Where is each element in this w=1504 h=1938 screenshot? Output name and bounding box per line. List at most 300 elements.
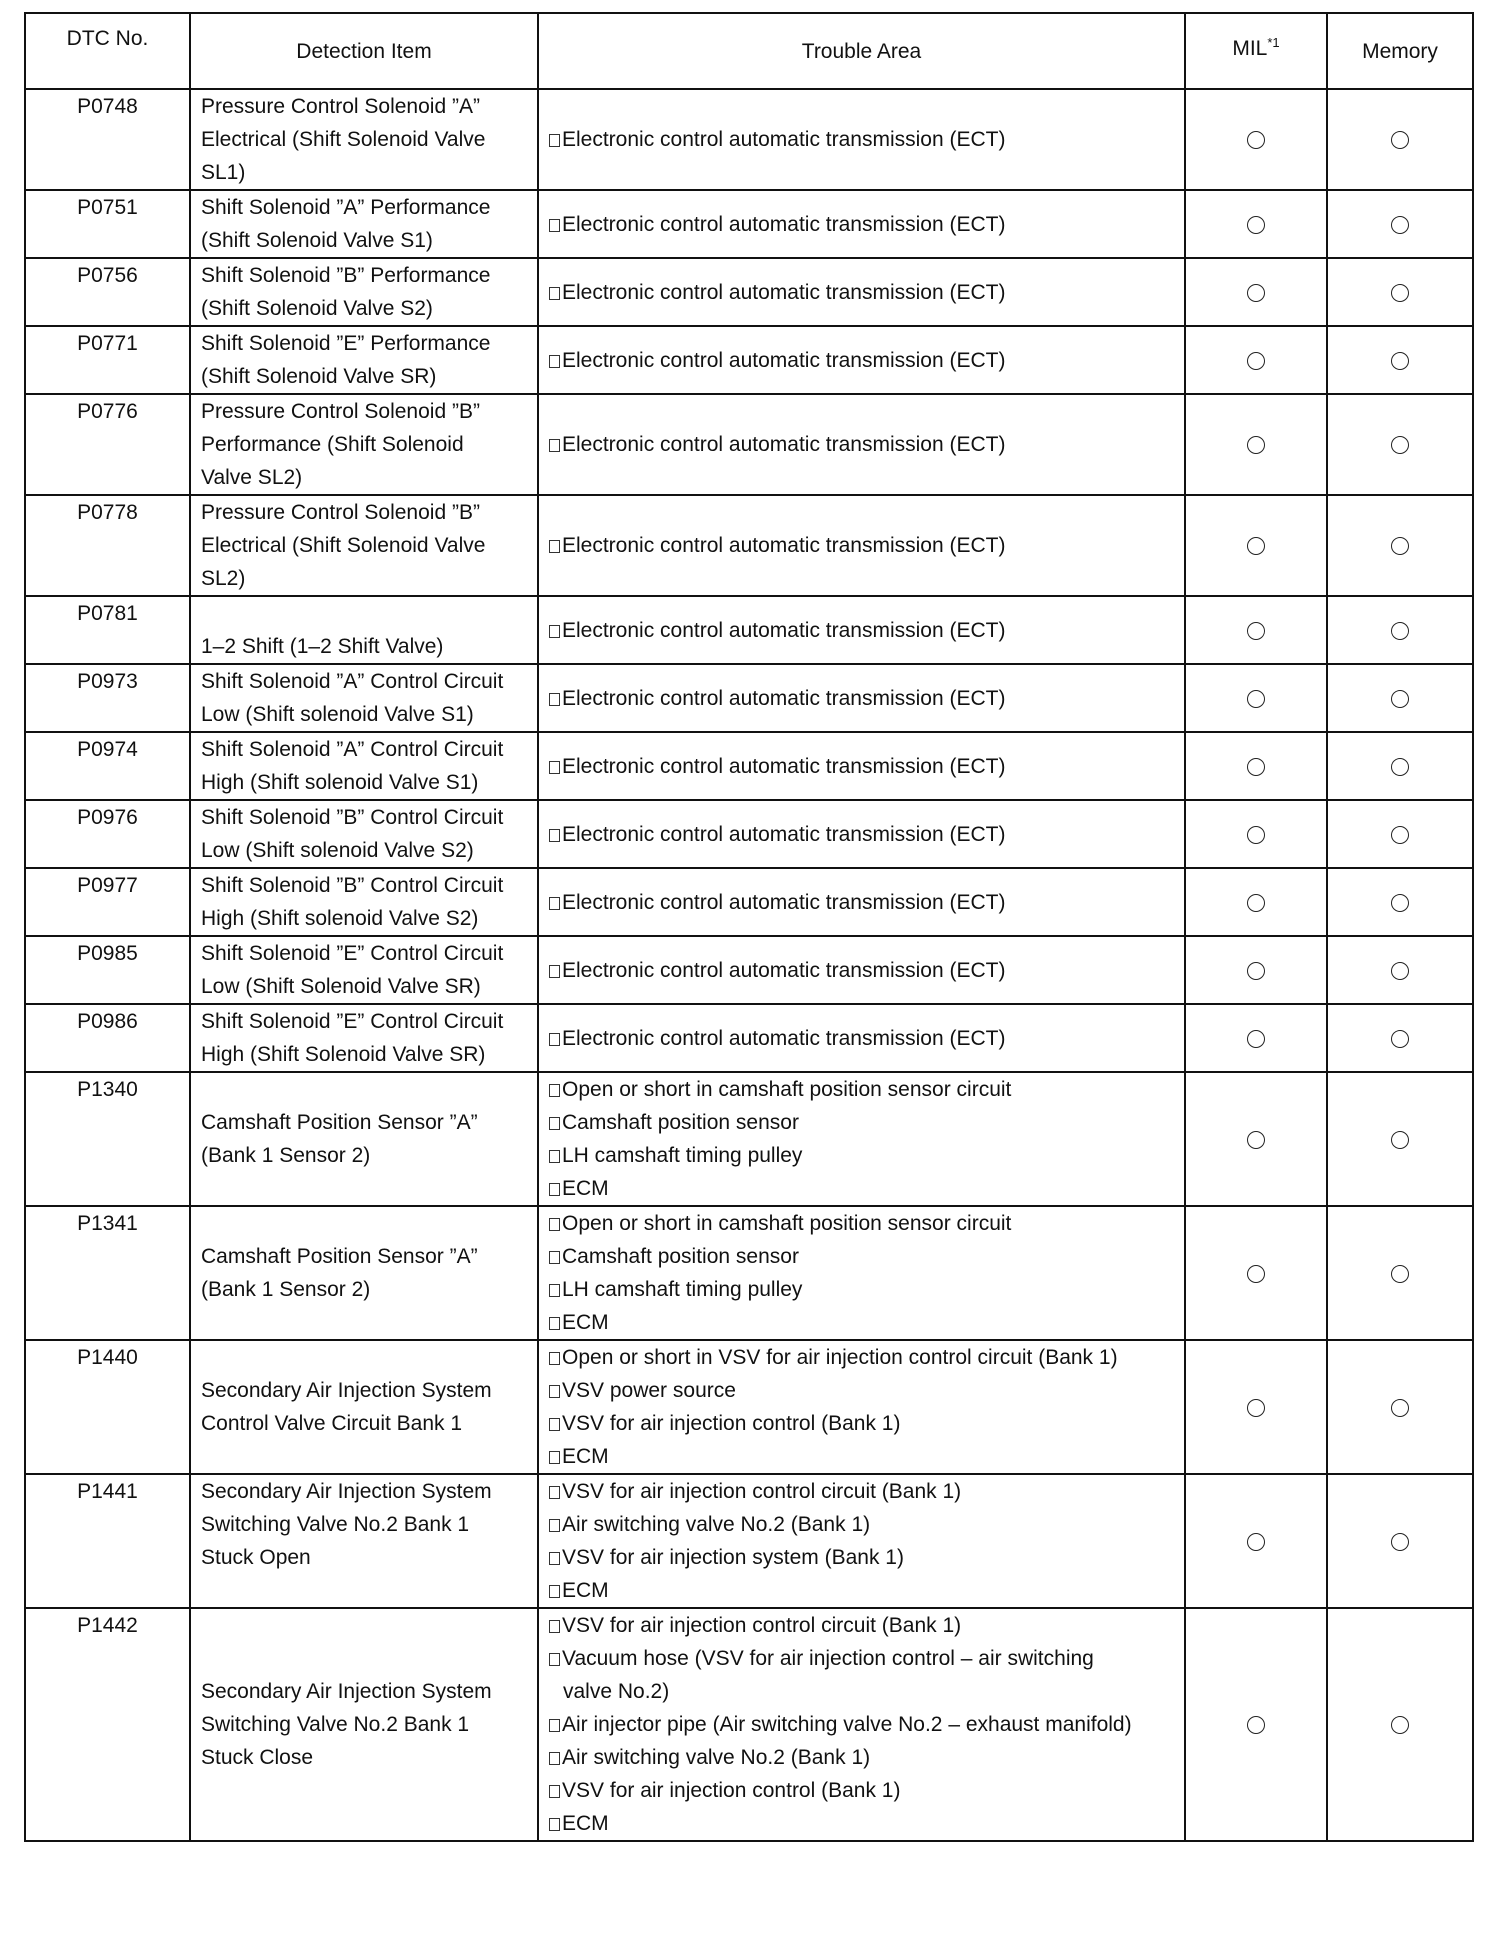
- checkbox-square-icon: [549, 1552, 560, 1565]
- trouble-area-text: ECM: [562, 1177, 609, 1200]
- table-row: [25, 1072, 1473, 1206]
- trouble-area-text: ECM: [562, 1579, 609, 1602]
- trouble-area-entry: [549, 1475, 1174, 1508]
- detection-item: [190, 664, 538, 732]
- detection-item-line: (Shift Solenoid Valve S2): [201, 297, 433, 320]
- detection-item: [190, 495, 538, 596]
- memory-circle-icon: [1391, 216, 1409, 234]
- memory-circle-icon: [1391, 1265, 1409, 1283]
- trouble-area-text: Electronic control automatic transmission (ECT): [562, 348, 1006, 372]
- detection-item-line: [201, 1609, 527, 1642]
- trouble-area: [538, 1608, 1185, 1841]
- trouble-area-entry: [549, 1073, 1174, 1106]
- trouble-area-entry: [549, 1139, 1174, 1172]
- detection-item-line: Stuck Close: [201, 1746, 314, 1769]
- mil-circle-icon: [1247, 1533, 1265, 1551]
- memory-circle-icon: [1391, 622, 1409, 640]
- memory-circle-icon: [1391, 352, 1409, 370]
- mil-cell: [1185, 596, 1327, 664]
- trouble-area: [538, 258, 1185, 326]
- trouble-area: [538, 1340, 1185, 1474]
- mil-cell: [1185, 1340, 1327, 1474]
- trouble-area-entry: [549, 682, 1174, 715]
- detection-item-line: (Bank 1 Sensor 2): [201, 1144, 371, 1167]
- trouble-area: [538, 1206, 1185, 1340]
- checkbox-square-icon: [549, 965, 560, 978]
- trouble-area-entry: [549, 1240, 1174, 1273]
- mil-cell: [1185, 394, 1327, 495]
- memory-cell: [1327, 190, 1473, 258]
- mil-cell: [1185, 495, 1327, 596]
- trouble-area-text: Electronic control automatic transmission (ECT): [562, 212, 1006, 236]
- mil-cell: [1185, 190, 1327, 258]
- detection-item-line: Low (Shift solenoid Valve S2): [201, 839, 474, 862]
- mil-cell: [1185, 732, 1327, 800]
- table-row: [25, 800, 1473, 868]
- detection-item: [190, 868, 538, 936]
- trouble-area-entry: [549, 428, 1174, 461]
- dtc-code: P0986: [25, 1004, 190, 1072]
- mil-cell: [1185, 1072, 1327, 1206]
- checkbox-square-icon: [549, 829, 560, 842]
- detection-item-line: High (Shift solenoid Valve S2): [201, 907, 479, 930]
- trouble-area-entry: [549, 954, 1174, 987]
- trouble-area-entry: [549, 1207, 1174, 1240]
- detection-item-line: Secondary Air Injection System: [201, 1379, 492, 1402]
- dtc-code: P0756: [25, 258, 190, 326]
- trouble-area-text: VSV for air injection control circuit (Bank 1): [562, 1614, 962, 1637]
- detection-item-line: Low (Shift solenoid Valve S1): [201, 703, 474, 726]
- trouble-area-text: LH camshaft timing pulley: [562, 1278, 803, 1301]
- checkbox-square-icon: [549, 1183, 560, 1196]
- memory-circle-icon: [1391, 131, 1409, 149]
- trouble-area: [538, 1474, 1185, 1608]
- table-row: [25, 936, 1473, 1004]
- memory-circle-icon: [1391, 758, 1409, 776]
- table-row: [25, 326, 1473, 394]
- detection-item-line: Low (Shift Solenoid Valve SR): [201, 975, 481, 998]
- checkbox-square-icon: [549, 1084, 560, 1097]
- detection-item: [190, 1474, 538, 1608]
- detection-item-line: High (Shift Solenoid Valve SR): [201, 1043, 486, 1066]
- trouble-area-entry: [549, 614, 1174, 647]
- detection-item-line: Pressure Control Solenoid ”B”: [201, 501, 480, 524]
- mil-cell: [1185, 800, 1327, 868]
- detection-item-line: (Bank 1 Sensor 2): [201, 1278, 371, 1301]
- mil-circle-icon: [1247, 436, 1265, 454]
- checkbox-square-icon: [549, 1150, 560, 1163]
- memory-cell: [1327, 394, 1473, 495]
- trouble-area-text: Electronic control automatic transmission (ECT): [562, 618, 1006, 642]
- memory-circle-icon: [1391, 894, 1409, 912]
- checkbox-square-icon: [549, 1418, 560, 1431]
- trouble-area-text: Open or short in camshaft position sensor circuit: [562, 1212, 1012, 1235]
- trouble-area-text: Camshaft position sensor: [562, 1111, 799, 1134]
- trouble-area-entry: [549, 1440, 1174, 1473]
- checkbox-square-icon: [549, 693, 560, 706]
- detection-item-line: Secondary Air Injection System: [201, 1480, 492, 1503]
- memory-cell: [1327, 936, 1473, 1004]
- dtc-code: P0781: [25, 596, 190, 664]
- mil-cell: [1185, 664, 1327, 732]
- mil-circle-icon: [1247, 352, 1265, 370]
- detection-item-line: [201, 1073, 527, 1106]
- detection-item: [190, 1004, 538, 1072]
- trouble-area-text: Electronic control automatic transmission (ECT): [562, 280, 1006, 304]
- mil-circle-icon: [1247, 216, 1265, 234]
- checkbox-square-icon: [549, 1117, 560, 1130]
- trouble-area-entry: [549, 1642, 1174, 1675]
- memory-circle-icon: [1391, 1533, 1409, 1551]
- trouble-area-entry: [549, 1306, 1174, 1339]
- dtc-code: P0985: [25, 936, 190, 1004]
- trouble-area-text: ECM: [562, 1812, 609, 1835]
- trouble-area-entry: [549, 1273, 1174, 1306]
- memory-cell: [1327, 1474, 1473, 1608]
- checkbox-square-icon: [549, 1653, 560, 1666]
- memory-cell: [1327, 664, 1473, 732]
- detection-item: [190, 732, 538, 800]
- detection-item-line: [201, 597, 527, 630]
- dtc-code: P0748: [25, 89, 190, 190]
- table-row: [25, 596, 1473, 664]
- memory-cell: [1327, 1004, 1473, 1072]
- table-row: [25, 1340, 1473, 1474]
- detection-item: [190, 394, 538, 495]
- trouble-area: [538, 664, 1185, 732]
- dtc-code: P0778: [25, 495, 190, 596]
- detection-item-line: Electrical (Shift Solenoid Valve: [201, 128, 486, 151]
- memory-circle-icon: [1391, 690, 1409, 708]
- trouble-area: [538, 190, 1185, 258]
- trouble-area: [538, 596, 1185, 664]
- trouble-area-entry: [549, 1774, 1174, 1807]
- mil-cell: [1185, 868, 1327, 936]
- trouble-area-entry: [549, 1609, 1174, 1642]
- detection-item: [190, 1340, 538, 1474]
- checkbox-square-icon: [549, 897, 560, 910]
- detection-item-line: Electrical (Shift Solenoid Valve: [201, 534, 486, 557]
- dtc-code: P0751: [25, 190, 190, 258]
- trouble-area-continuation: [549, 1675, 1174, 1708]
- memory-cell: [1327, 1608, 1473, 1841]
- table-row: [25, 394, 1473, 495]
- table-row: [25, 190, 1473, 258]
- trouble-area-text: Air switching valve No.2 (Bank 1): [562, 1746, 871, 1769]
- detection-item-line: Shift Solenoid ”B” Control Circuit: [201, 874, 504, 897]
- detection-item: [190, 800, 538, 868]
- detection-item-line: Camshaft Position Sensor ”A”: [201, 1111, 478, 1134]
- detection-item-line: Control Valve Circuit Bank 1: [201, 1412, 463, 1435]
- trouble-area: [538, 495, 1185, 596]
- trouble-area-text: ECM: [562, 1311, 609, 1334]
- trouble-area-entry: [549, 123, 1174, 156]
- trouble-area-text: valve No.2): [563, 1680, 670, 1703]
- detection-item-line: Shift Solenoid ”E” Performance: [201, 332, 491, 355]
- memory-circle-icon: [1391, 436, 1409, 454]
- trouble-area-entry: [549, 1172, 1174, 1205]
- memory-circle-icon: [1391, 284, 1409, 302]
- memory-cell: [1327, 732, 1473, 800]
- mil-circle-icon: [1247, 284, 1265, 302]
- trouble-area-entry: [549, 276, 1174, 309]
- trouble-area-entry: [549, 344, 1174, 377]
- trouble-area-entry: [549, 1508, 1174, 1541]
- detection-item: [190, 89, 538, 190]
- trouble-area: [538, 326, 1185, 394]
- dtc-code: P1440: [25, 1340, 190, 1474]
- table-row: [25, 1206, 1473, 1340]
- checkbox-square-icon: [549, 1284, 560, 1297]
- mil-circle-icon: [1247, 1716, 1265, 1734]
- detection-item: [190, 258, 538, 326]
- checkbox-square-icon: [549, 1752, 560, 1765]
- trouble-area-entry: [549, 1574, 1174, 1607]
- checkbox-square-icon: [549, 761, 560, 774]
- memory-cell: [1327, 1072, 1473, 1206]
- trouble-area-entry: [549, 529, 1174, 562]
- dtc-code: P1441: [25, 1474, 190, 1608]
- checkbox-square-icon: [549, 1451, 560, 1464]
- trouble-area-entry: [549, 1741, 1174, 1774]
- trouble-area-text: Air injector pipe (Air switching valve No.2 – exhaust manifold): [562, 1713, 1132, 1736]
- detection-item: [190, 936, 538, 1004]
- detection-item-line: Shift Solenoid ”B” Control Circuit: [201, 806, 504, 829]
- mil-circle-icon: [1247, 622, 1265, 640]
- mil-circle-icon: [1247, 758, 1265, 776]
- trouble-area-text: Electronic control automatic transmission (ECT): [562, 890, 1006, 914]
- checkbox-square-icon: [549, 1785, 560, 1798]
- mil-cell: [1185, 1004, 1327, 1072]
- memory-cell: [1327, 1206, 1473, 1340]
- dtc-code: P1340: [25, 1072, 190, 1206]
- trouble-area-entry: [549, 208, 1174, 241]
- memory-cell: [1327, 596, 1473, 664]
- mil-circle-icon: [1247, 894, 1265, 912]
- trouble-area-text: Electronic control automatic transmission (ECT): [562, 686, 1006, 710]
- trouble-area-entry: [549, 1541, 1174, 1574]
- detection-item-line: Secondary Air Injection System: [201, 1680, 492, 1703]
- memory-cell: [1327, 868, 1473, 936]
- trouble-area-text: ECM: [562, 1445, 609, 1468]
- table-row: [25, 732, 1473, 800]
- memory-circle-icon: [1391, 962, 1409, 980]
- trouble-area-text: VSV power source: [562, 1379, 736, 1402]
- detection-item-line: (Shift Solenoid Valve S1): [201, 229, 433, 252]
- detection-item-line: Pressure Control Solenoid ”A”: [201, 95, 480, 118]
- trouble-area-text: Camshaft position sensor: [562, 1245, 799, 1268]
- detection-item-line: Switching Valve No.2 Bank 1: [201, 1713, 470, 1736]
- checkbox-square-icon: [549, 1317, 560, 1330]
- trouble-area-text: Vacuum hose (VSV for air injection control – air switching: [562, 1647, 1094, 1670]
- trouble-area-text: Electronic control automatic transmission (ECT): [562, 433, 1006, 456]
- trouble-area: [538, 732, 1185, 800]
- checkbox-square-icon: [549, 439, 560, 452]
- detection-item-line: Shift Solenoid ”E” Control Circuit: [201, 1010, 504, 1033]
- dtc-code: P0776: [25, 394, 190, 495]
- memory-cell: [1327, 326, 1473, 394]
- trouble-area-text: Electronic control automatic transmission (ECT): [562, 1026, 1006, 1050]
- trouble-area: [538, 1072, 1185, 1206]
- checkbox-square-icon: [549, 625, 560, 638]
- detection-item-line: Pressure Control Solenoid ”B”: [201, 400, 480, 423]
- detection-item-line: Shift Solenoid ”A” Control Circuit: [201, 670, 504, 693]
- memory-cell: [1327, 1340, 1473, 1474]
- checkbox-square-icon: [549, 1519, 560, 1532]
- dtc-code: P0771: [25, 326, 190, 394]
- trouble-area-entry: [549, 1374, 1174, 1407]
- trouble-area-entry: [549, 1106, 1174, 1139]
- trouble-area-text: LH camshaft timing pulley: [562, 1144, 803, 1167]
- trouble-area: [538, 868, 1185, 936]
- mil-circle-icon: [1247, 962, 1265, 980]
- trouble-area: [538, 936, 1185, 1004]
- header-mil-footnote: *1: [1267, 35, 1280, 50]
- detection-item-line: Shift Solenoid ”E” Control Circuit: [201, 942, 504, 965]
- memory-circle-icon: [1391, 826, 1409, 844]
- trouble-area: [538, 394, 1185, 495]
- checkbox-square-icon: [549, 1486, 560, 1499]
- trouble-area-text: Open or short in VSV for air injection control circuit (Bank 1): [562, 1346, 1118, 1369]
- dtc-code: P0974: [25, 732, 190, 800]
- memory-cell: [1327, 258, 1473, 326]
- dtc-code: P1341: [25, 1206, 190, 1340]
- dtc-code: P0976: [25, 800, 190, 868]
- mil-circle-icon: [1247, 1399, 1265, 1417]
- header-mil: [1185, 13, 1327, 89]
- table-row: [25, 258, 1473, 326]
- mil-circle-icon: [1247, 1265, 1265, 1283]
- trouble-area: [538, 800, 1185, 868]
- detection-item-line: 1–2 Shift (1–2 Shift Valve): [201, 635, 444, 658]
- trouble-area-text: Electronic control automatic transmission (ECT): [562, 822, 1006, 846]
- trouble-area: [538, 1004, 1185, 1072]
- checkbox-square-icon: [549, 1218, 560, 1231]
- header-mil-label: MIL: [1232, 37, 1268, 60]
- checkbox-square-icon: [549, 1385, 560, 1398]
- mil-circle-icon: [1247, 1030, 1265, 1048]
- mil-circle-icon: [1247, 131, 1265, 149]
- mil-cell: [1185, 258, 1327, 326]
- checkbox-square-icon: [549, 287, 560, 300]
- detection-item-line: Valve SL2): [201, 466, 303, 489]
- table-row: [25, 495, 1473, 596]
- checkbox-square-icon: [549, 1818, 560, 1831]
- memory-circle-icon: [1391, 1716, 1409, 1734]
- trouble-area-text: VSV for air injection control circuit (Bank 1): [562, 1480, 962, 1503]
- checkbox-square-icon: [549, 1585, 560, 1598]
- detection-item-line: Shift Solenoid ”A” Control Circuit: [201, 738, 504, 761]
- trouble-area-entry: [549, 1807, 1174, 1840]
- detection-item: [190, 190, 538, 258]
- trouble-area-text: VSV for air injection control (Bank 1): [562, 1779, 901, 1802]
- detection-item-line: Stuck Open: [201, 1546, 311, 1569]
- memory-circle-icon: [1391, 1399, 1409, 1417]
- header-dtc: DTC No.: [25, 13, 190, 89]
- trouble-area-text: VSV for air injection control (Bank 1): [562, 1412, 901, 1435]
- detection-item: [190, 1608, 538, 1841]
- trouble-area-text: Electronic control automatic transmission (ECT): [562, 754, 1006, 778]
- checkbox-square-icon: [549, 540, 560, 553]
- table-row: [25, 868, 1473, 936]
- detection-item-line: Switching Valve No.2 Bank 1: [201, 1513, 470, 1536]
- detection-item: [190, 1206, 538, 1340]
- dtc-code: P0977: [25, 868, 190, 936]
- mil-circle-icon: [1247, 690, 1265, 708]
- checkbox-square-icon: [549, 1620, 560, 1633]
- trouble-area-entry: [549, 1022, 1174, 1055]
- checkbox-square-icon: [549, 134, 560, 147]
- trouble-area-text: Open or short in camshaft position sensor circuit: [562, 1078, 1012, 1101]
- mil-cell: [1185, 1206, 1327, 1340]
- trouble-area-text: VSV for air injection system (Bank 1): [562, 1546, 904, 1569]
- trouble-area-entry: [549, 1708, 1174, 1741]
- header-memory: Memory: [1327, 13, 1473, 89]
- checkbox-square-icon: [549, 355, 560, 368]
- checkbox-square-icon: [549, 1352, 560, 1365]
- detection-item-line: High (Shift solenoid Valve S1): [201, 771, 479, 794]
- mil-circle-icon: [1247, 826, 1265, 844]
- detection-item: [190, 596, 538, 664]
- detection-item-line: [201, 1642, 527, 1675]
- memory-cell: [1327, 89, 1473, 190]
- trouble-area-text: Electronic control automatic transmission (ECT): [562, 958, 1006, 982]
- checkbox-square-icon: [549, 1719, 560, 1732]
- dtc-code: P0973: [25, 664, 190, 732]
- mil-cell: [1185, 89, 1327, 190]
- header-row: [25, 13, 1473, 89]
- detection-item-line: Camshaft Position Sensor ”A”: [201, 1245, 478, 1268]
- detection-item-line: (Shift Solenoid Valve SR): [201, 365, 437, 388]
- header-trouble-area: Trouble Area: [538, 13, 1185, 89]
- table-row: [25, 1474, 1473, 1608]
- detection-item-line: SL2): [201, 567, 246, 590]
- detection-item-line: Shift Solenoid ”B” Performance: [201, 264, 491, 287]
- detection-item-line: Shift Solenoid ”A” Performance: [201, 196, 491, 219]
- checkbox-square-icon: [549, 1033, 560, 1046]
- trouble-area-entry: [549, 1407, 1174, 1440]
- table-row: [25, 664, 1473, 732]
- header-detection-item: Detection Item: [190, 13, 538, 89]
- trouble-area-text: Electronic control automatic transmission (ECT): [562, 128, 1006, 151]
- mil-cell: [1185, 1474, 1327, 1608]
- memory-cell: [1327, 495, 1473, 596]
- trouble-area-text: Air switching valve No.2 (Bank 1): [562, 1513, 871, 1536]
- mil-circle-icon: [1247, 1131, 1265, 1149]
- mil-cell: [1185, 936, 1327, 1004]
- memory-cell: [1327, 800, 1473, 868]
- table-row: [25, 89, 1473, 190]
- table-row: [25, 1608, 1473, 1841]
- trouble-area-entry: [549, 886, 1174, 919]
- checkbox-square-icon: [549, 1251, 560, 1264]
- trouble-area-entry: [549, 750, 1174, 783]
- trouble-area-text: Electronic control automatic transmission (ECT): [562, 534, 1006, 557]
- trouble-area: [538, 89, 1185, 190]
- detection-item-line: [201, 1207, 527, 1240]
- mil-circle-icon: [1247, 537, 1265, 555]
- trouble-area-entry: [549, 818, 1174, 851]
- memory-circle-icon: [1391, 1131, 1409, 1149]
- trouble-area-entry: [549, 1341, 1174, 1374]
- table-row: [25, 1004, 1473, 1072]
- detection-item: [190, 326, 538, 394]
- mil-cell: [1185, 326, 1327, 394]
- memory-circle-icon: [1391, 1030, 1409, 1048]
- detection-item-line: [201, 1341, 527, 1374]
- checkbox-square-icon: [549, 219, 560, 232]
- detection-item: [190, 1072, 538, 1206]
